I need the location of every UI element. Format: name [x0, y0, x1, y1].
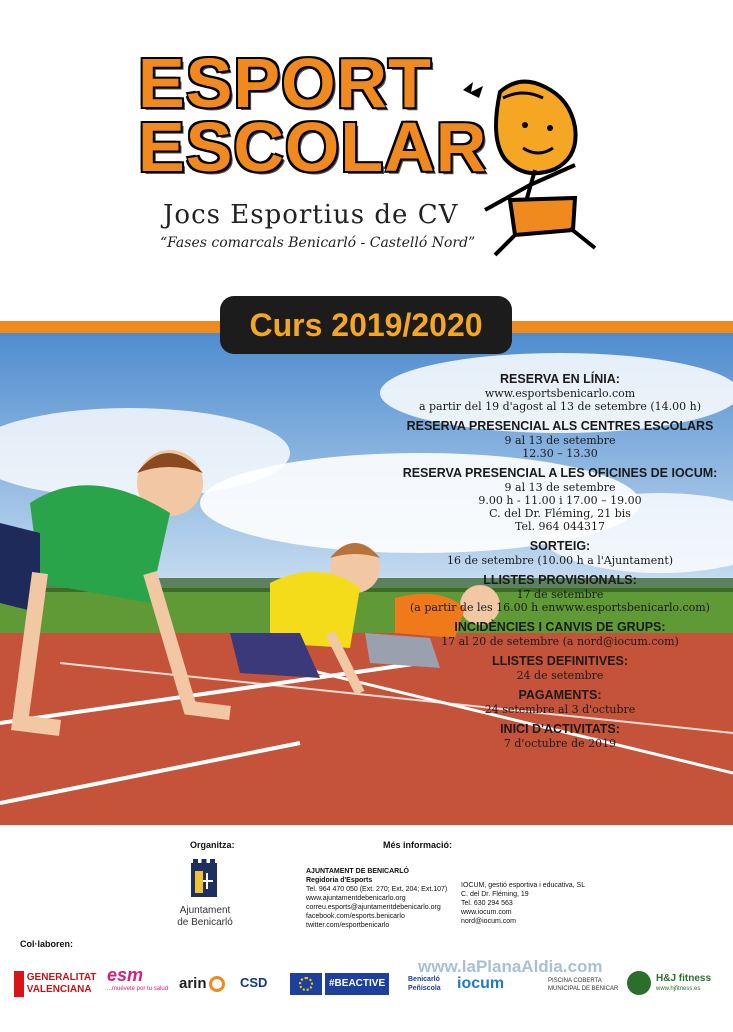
peniscola-line: Benicarló [408, 976, 440, 983]
eu-flag-icon [290, 973, 322, 995]
section-line: 16 de setembre (10.00 h a l'Ajuntament) [446, 554, 674, 567]
hj-logo: H&J fitness [656, 973, 712, 984]
info-ajuntament [306, 867, 447, 930]
section-heading: INICI D'ACTIVITATS: [500, 722, 620, 736]
hj-icon [627, 971, 651, 995]
schedule-panel [395, 372, 725, 756]
schedule-start [395, 722, 725, 750]
section-line: 17 al 20 de setembre (a nord@iocum.com) [441, 635, 679, 648]
schedule-schools [395, 419, 725, 460]
arin-text: arin [179, 975, 207, 992]
info-line: nord@iocum.com [461, 918, 516, 925]
section-heading: PAGAMENTS: [518, 688, 602, 702]
info-line: IOCUM, gestió esportiva i educativa, SL [461, 882, 586, 889]
logo-word-escolar: ESCOLAR [138, 108, 488, 186]
course-title: Curs 2019/2020 [220, 296, 512, 354]
schedule-incidents [395, 620, 725, 648]
collaboren-label: Col·laboren: [20, 939, 73, 949]
hj-url: www.hjfitness.es [656, 986, 701, 992]
section-line: 17 de setembre [516, 588, 604, 601]
peniscola-logo [408, 975, 441, 993]
piscina-line: PISCINA COBERTA [548, 978, 602, 984]
schedule-provisional [395, 573, 725, 614]
gva-line: GENERALITAT [26, 972, 97, 983]
info-line: Tel. 630 294 563 [461, 900, 513, 907]
section-line: C. del Dr. Fléming, 21 bis [489, 507, 631, 520]
section-line: www.esportsbenicarlo.com [484, 387, 636, 400]
section-line: a partir del 19 d'agost al 13 de setembre (14.00 h) [418, 400, 702, 413]
schedule-draw [395, 539, 725, 567]
esm-text: esm [107, 965, 144, 985]
ajuntament-line: de Benicarló [177, 917, 233, 928]
section-line: (a partir de les 16.00 h enwww.esportsbenicarlo.com) [410, 601, 710, 614]
section-heading: LLISTES DEFINITIVES: [491, 654, 629, 668]
ajuntament-name [172, 905, 238, 929]
info-line: www.iocum.com [461, 909, 512, 916]
iocum-logo: iocum [457, 975, 505, 992]
section-line: 24 de setembre [516, 669, 604, 682]
section-heading: RESERVA PRESENCIAL ALS CENTRES ESCOLARS [406, 419, 714, 433]
info-line: facebook.com/esports.benicarlo [306, 913, 405, 920]
section-line: Tel. 964 044317 [515, 520, 605, 533]
organitza-label: Organitza: [190, 840, 235, 850]
piscina-logo [548, 977, 618, 993]
ajuntament-line: Ajuntament [179, 905, 231, 916]
schedule-online [395, 372, 725, 413]
csd-logo: CSD [240, 975, 268, 990]
info-line: twitter.com/esportbenicarlo [306, 922, 390, 929]
gva-logo [14, 971, 96, 997]
info-line: correu.esports@ajuntamentdebenicarlo.org [306, 904, 441, 911]
section-line: 9.00 h - 11.00 i 17.00 – 19.00 [478, 494, 642, 507]
info-iocum [461, 881, 585, 926]
schedule-payments [395, 688, 725, 716]
info-line: C. del Dr. Fléming, 19 [461, 891, 529, 898]
section-heading: LLISTES PROVISIONALS: [483, 573, 637, 587]
gva-line: VALENCIANA [26, 984, 92, 995]
watermark: www.laPlanaAldia.com [418, 957, 603, 976]
info-line: www.ajuntamentdebenicarlo.org [306, 895, 406, 902]
logo-tagline: “Fases comarcals Benicarló - Castelló Nord” [160, 235, 476, 251]
section-line: 9 al 13 de setembre [504, 481, 616, 494]
section-heading: SORTEIG: [529, 539, 591, 553]
mascot-icon [455, 70, 605, 260]
section-heading: RESERVA PRESENCIAL A LES OFICINES DE IOCUM: [402, 466, 718, 480]
arin-logo [179, 975, 225, 992]
section-line: 9 al 13 de setembre [504, 434, 616, 447]
schedule-offices [395, 466, 725, 533]
section-heading: INCIDÈNCIES I CANVIS DE GRUPS: [454, 620, 666, 634]
shield-icon [189, 859, 219, 901]
schedule-final [395, 654, 725, 682]
beactive-logo: #BEACTIVE [325, 973, 389, 995]
section-line: 7 d'octubre de 2019 [503, 737, 617, 750]
esm-logo [107, 965, 175, 992]
peniscola-line: Peñíscola [408, 985, 441, 992]
mes-info-label: Més informació: [383, 840, 453, 850]
logo-word-esport: ESPORT [138, 44, 432, 122]
info-line: AJUNTAMENT DE BENICARLÓ [306, 868, 409, 875]
section-heading: RESERVA EN LÍNIA: [500, 372, 620, 386]
info-line: Tel. 964 470 050 (Ext. 270; Ext. 204; Ext.107) [306, 886, 448, 893]
logo-subtitle: Jocs Esportius de CV [163, 200, 459, 230]
piscina-line: MUNICIPAL DE BENICAR [548, 986, 619, 992]
section-line: 12.30 – 13.30 [522, 447, 598, 460]
section-line: 24 setembre al 3 d'octubre [484, 703, 636, 716]
esm-sub: ...muévete por tu salud [107, 986, 169, 992]
footer [0, 825, 733, 1032]
info-line: Regidoria d'Esports [306, 877, 373, 884]
